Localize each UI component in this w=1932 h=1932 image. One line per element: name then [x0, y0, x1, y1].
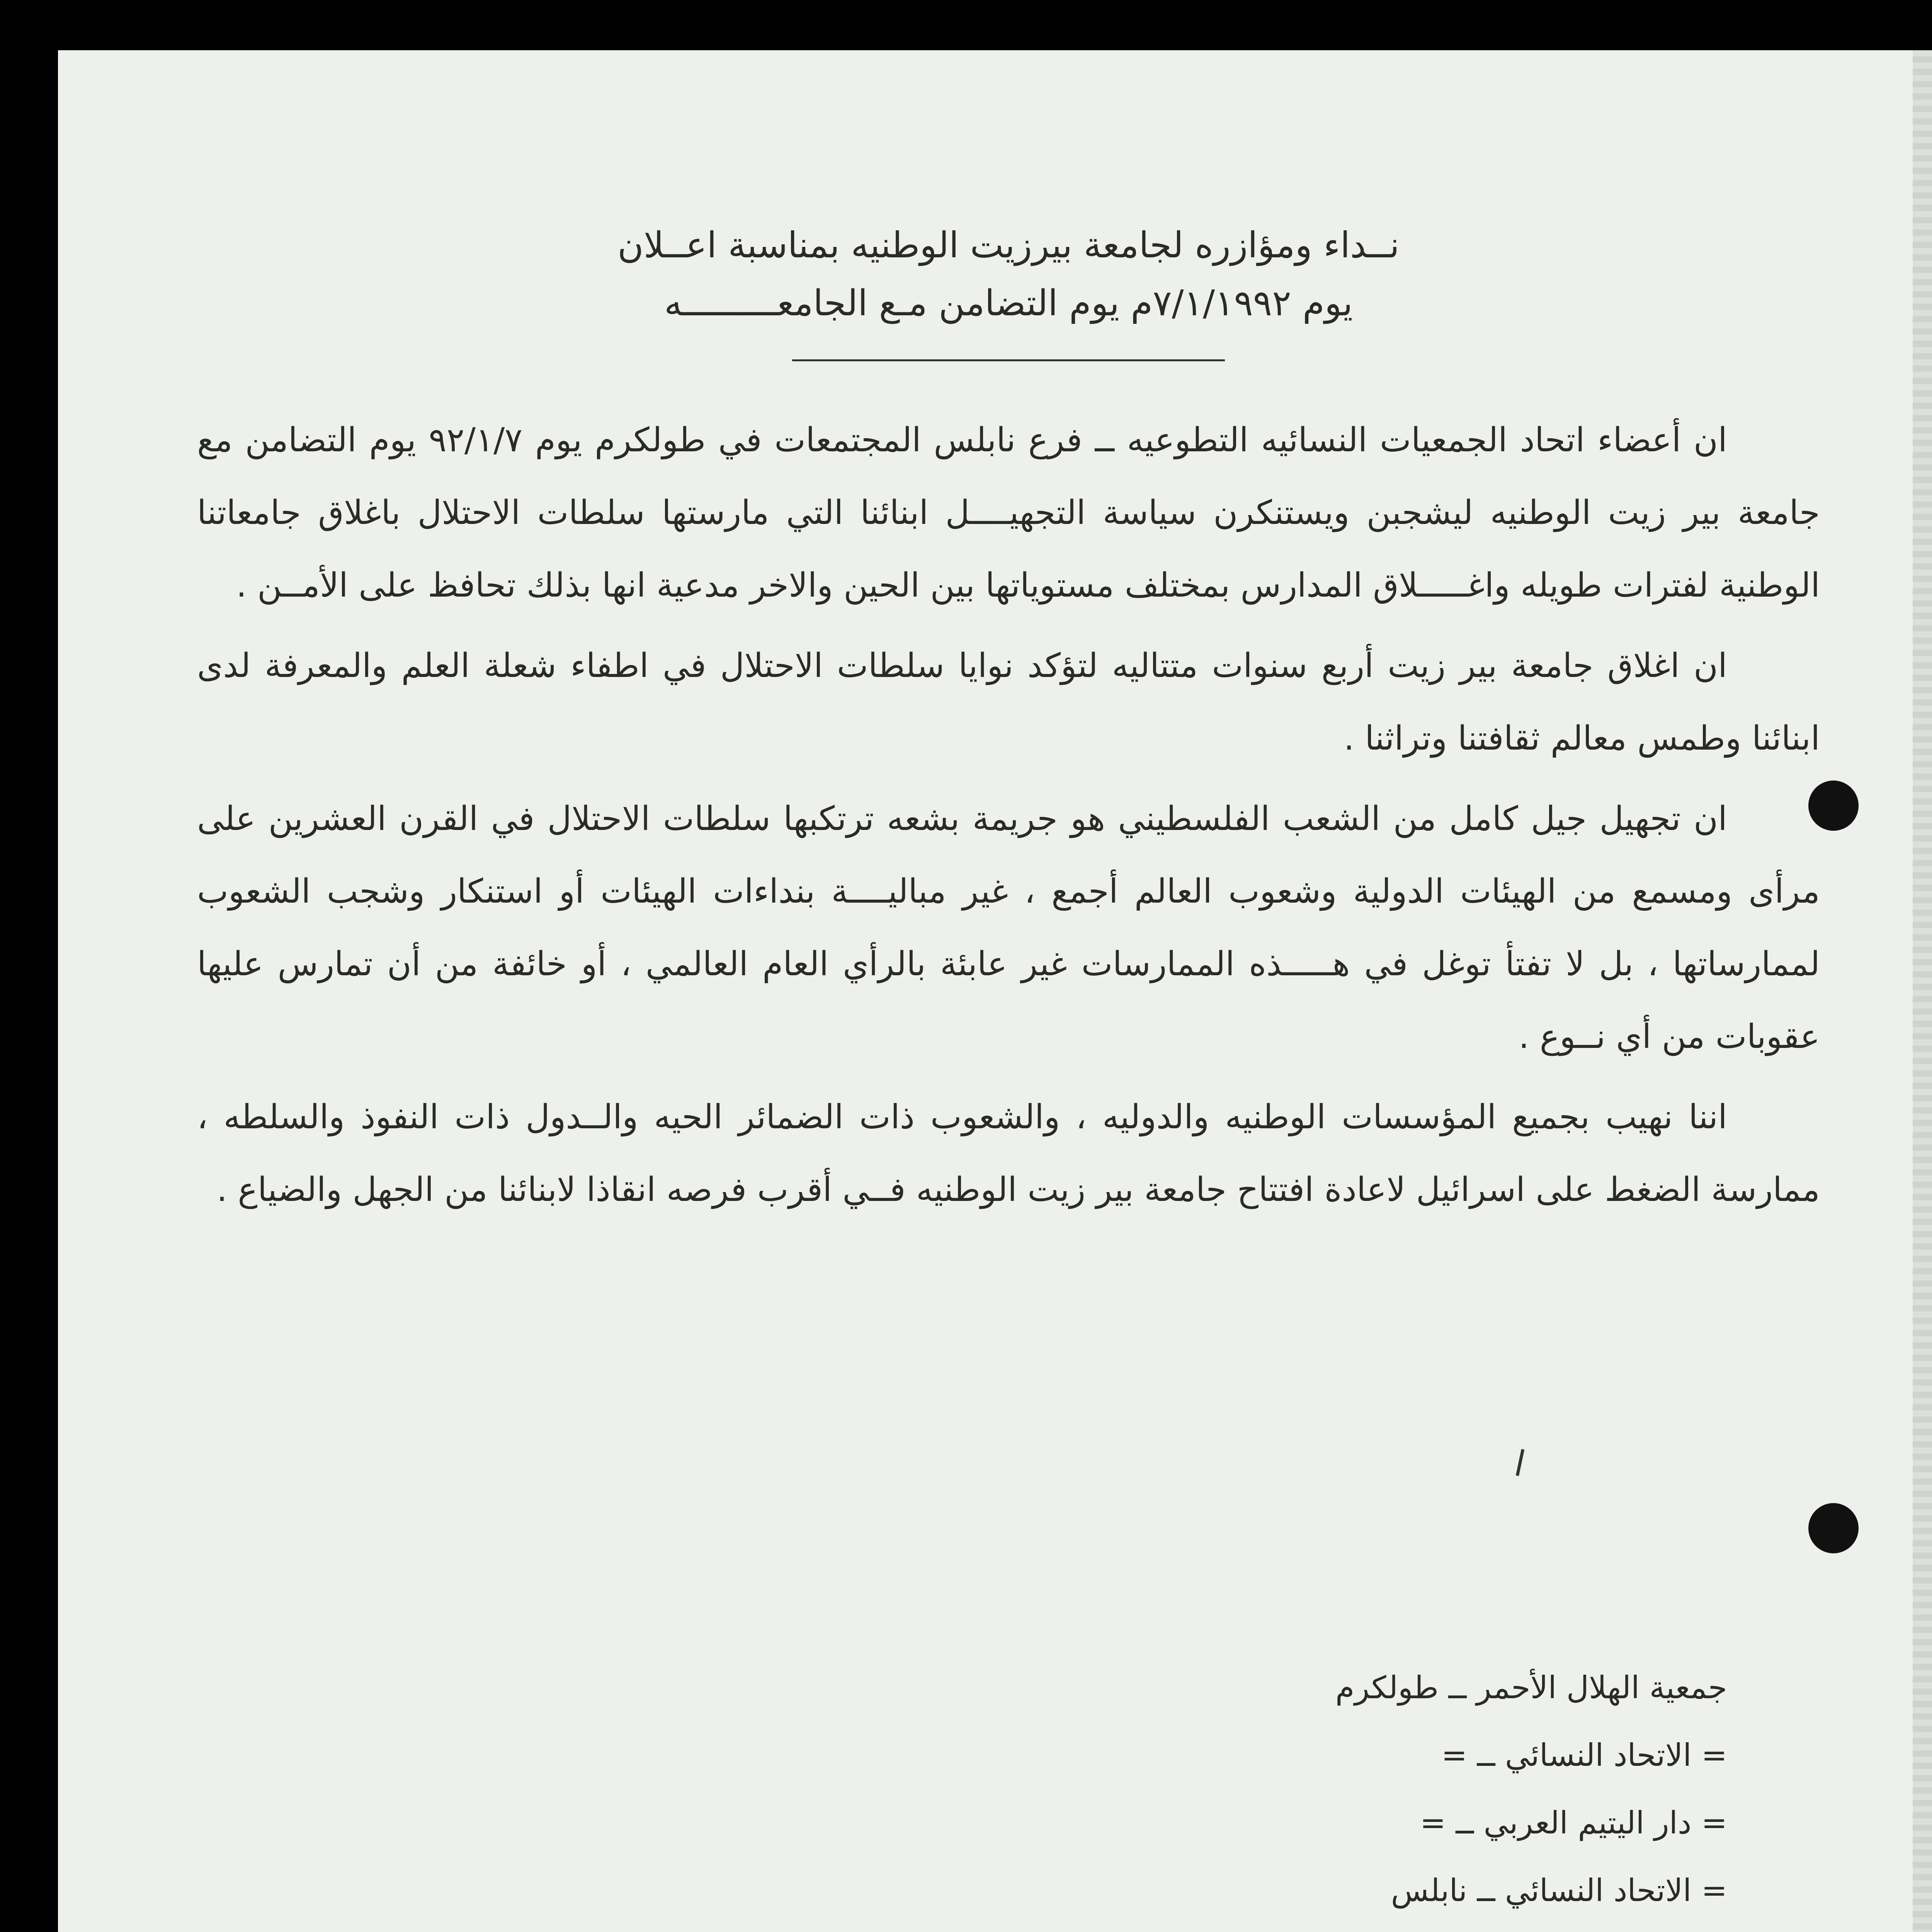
signatories-list	[1249, 1654, 1727, 1932]
signatory	[1249, 1924, 1727, 1932]
punch-hole	[1808, 1503, 1859, 1553]
letter-body	[197, 216, 1820, 1234]
paper-edge	[1913, 50, 1932, 1932]
pen-mark	[1516, 1449, 1524, 1476]
paragraph-2: ان اغلاق جامعة بير زيت أربع سنوات متتاليه لتؤكد نوايا سلطات الاحتلال في اطفاء شعلة العلم والمعرفة لدى ابنائنا وطمس معالم ثقافتنا وتراثنا .	[197, 646, 1820, 758]
paragraph-1: ان أعضاء اتحاد الجمعيات النسائيه التطوعيه ــ فرع نابلس المجتمعات في طولكرم يوم ٩٢/١/٧ يوم التضامن مع جامعة بير زيت الوطنيه ليشجبن ويستنكرن سياسة التجهيــــل ابنائنا التي مارستها سلطات الاحتلال باغلاق جامعاتنا الوطنية لفترات طويله واغـــــلاق المدارس بمختلف مستوياتها بين الحين والاخر مدعية انها بذلك تحافظ على الأمــن .	[197, 421, 1820, 605]
signatory: جمعية الهلال الأحمر ــ طولكرم	[1335, 1670, 1727, 1706]
document-page	[58, 50, 1932, 1932]
signatory: = الاتحاد النسائي ــ =	[1441, 1737, 1727, 1773]
signatory: = الاتحاد النسائي ــ نابلس	[1391, 1872, 1727, 1908]
signatory: = دار اليتيم العربي ــ =	[1420, 1805, 1727, 1841]
document-title-line1: نــداء ومؤازره لجامعة بيرزيت الوطنيه بمناسبة اعــلان	[617, 224, 1400, 266]
paragraph-3: ان تجهيل جيل كامل من الشعب الفلسطيني هو جريمة بشعه ترتكبها سلطات الاحتلال في القرن العشرين على مرأى ومسمع من الهيئات الدولية وشعوب العالم أجمع ، غير مباليــــة بنداءات الهيئات أو استنكار وشجب الشعوب لممارساتها ، بل لا تفتأ توغل في هـــــذه الممارسات غير عابئة بالرأي العام العالمي ، أو خائفة من أن تمارس عليها عقوبات من أي نــوع .	[197, 799, 1820, 1056]
punch-hole	[1808, 781, 1859, 831]
document-title-line2: يوم ٧/١/١٩٩٢م يوم التضامن مـع الجامعـــــــــه	[664, 282, 1353, 324]
title-underline	[792, 359, 1225, 361]
paragraph-4: اننا نهيب بجميع المؤسسات الوطنيه والدوليه ، والشعوب ذات الضمائر الحيه والــدول ذات النفوذ والسلطه ، ممارسة الضغط على اسرائيل لاعادة افتتاح جامعة بير زيت الوطنيه فــي أقرب فرصه انقاذا لابنائنا من الجهل والضياع .	[197, 1098, 1820, 1209]
